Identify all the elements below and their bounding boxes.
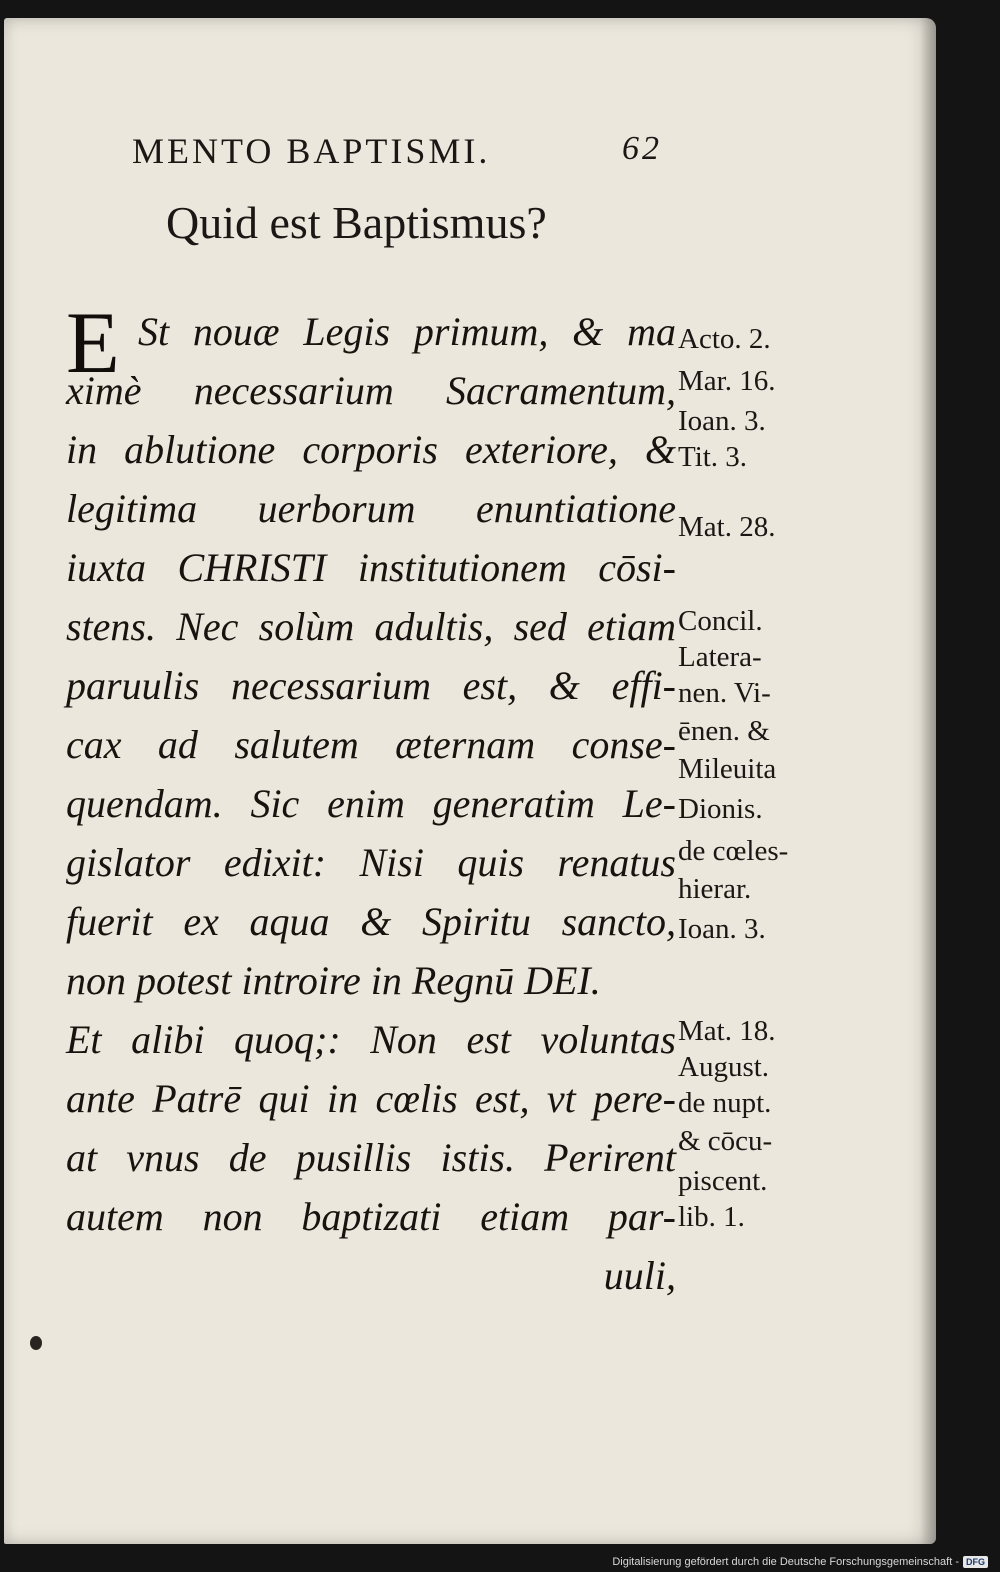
margin-note: lib. 1. — [678, 1201, 745, 1233]
margin-note: Mileuita — [678, 753, 777, 785]
margin-note: de nupt. — [678, 1087, 772, 1119]
margin-note: ēnen. & — [678, 715, 770, 747]
body-line: Et alibi quoq;: Non est voluntas — [66, 1017, 676, 1062]
body-line: iuxta CHRISTI institutionem cōsi- — [66, 545, 676, 590]
footer-credit: Digitalisierung gefördert durch die Deutsche Forschungsgemeinschaft - — [612, 1556, 959, 1568]
drop-initial: E — [66, 295, 120, 392]
margin-note: Latera- — [678, 641, 762, 673]
body-line: fuerit ex aqua & Spiritu sancto, — [66, 899, 676, 944]
body-line: stens. Nec solùm adultis, sed etiam — [66, 604, 676, 649]
margin-note: hierar. — [678, 873, 752, 905]
page-number: 62 — [622, 130, 662, 167]
digitization-footer — [612, 1556, 988, 1568]
body-line: gislator edixit: Nisi quis renatus — [66, 840, 676, 885]
margin-note: Mar. 16. — [678, 365, 776, 397]
margin-note: Ioan. 3. — [678, 913, 766, 945]
running-head-title: MENTO BAPTISMI. — [132, 131, 491, 171]
margin-note: Concil. — [678, 605, 763, 637]
margin-note: August. — [678, 1051, 770, 1083]
body-line: cax ad salutem æternam conse- — [66, 722, 676, 767]
body-line: in ablutione corporis exteriore, & — [66, 427, 676, 472]
margin-note: Dionis. — [678, 793, 763, 825]
body-text — [66, 295, 676, 1305]
margin-note: Tit. 3. — [678, 441, 748, 473]
margin-note: Ioan. 3. — [678, 405, 766, 437]
body-line: autem non baptizati etiam par- — [66, 1194, 676, 1239]
body-line: legitima uerborum enuntiatione — [66, 486, 676, 531]
margin-note: & cōcu- — [678, 1125, 773, 1157]
margin-note: piscent. — [678, 1165, 768, 1197]
margin-note: nen. Vi- — [678, 677, 771, 709]
margin-note: de cœles- — [678, 835, 789, 867]
margin-note: Acto. 2. — [678, 323, 771, 355]
book-page — [4, 18, 936, 1544]
body-line: at vnus de pusillis istis. Perirent — [66, 1135, 676, 1180]
margin-note: Mat. 28. — [678, 511, 776, 543]
body-line: quendam. Sic enim generatim Le- — [66, 781, 676, 826]
running-head — [132, 130, 692, 190]
body-line: ximè necessarium Sacramentum, — [66, 368, 676, 413]
page-edge-shadow — [920, 18, 936, 1544]
body-line: St nouæ Legis primum, & ma — [138, 309, 676, 354]
body-line: paruulis necessarium est, & effi- — [66, 663, 676, 708]
dfg-logo-icon: DFG — [963, 1556, 988, 1568]
catchword: uuli, — [603, 1253, 676, 1298]
body-line: non potest introire in Regnū DEI. — [66, 958, 601, 1003]
ink-blot — [30, 1336, 42, 1350]
margin-note: Mat. 18. — [678, 1015, 776, 1047]
body-line: ante Patrē qui in cœlis est, vt pere- — [66, 1076, 676, 1121]
section-question-heading: Quid est Baptismus? — [166, 197, 547, 248]
